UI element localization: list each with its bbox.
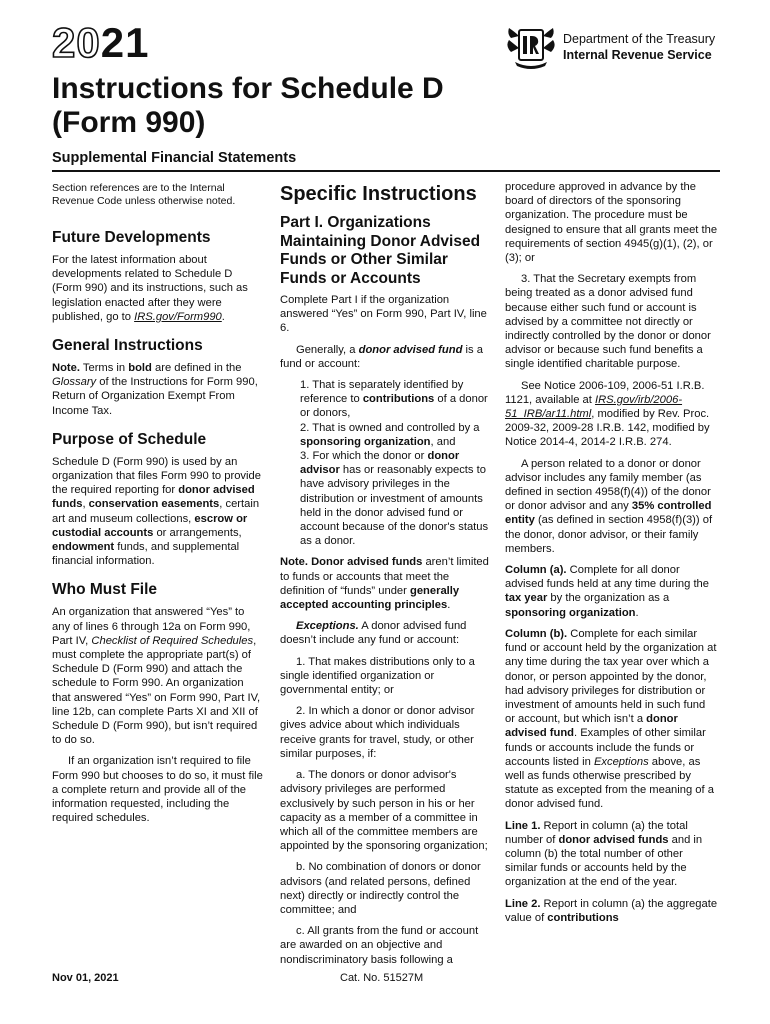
part1-intro: Complete Part I if the organization answered “Yes” on Form 990, Part IV, line 6. — [280, 294, 487, 335]
general-note: Note. Terms in bold are defined in the Glossary of the Instructions for Form 990, Return of Organization Exempt From Income Tax. — [52, 362, 258, 417]
exception-2a: a. The donors or donor advisor's advisory privileges are performed exclusively by such person in his or her capacity as a member of a committee in which all of the committee members are appointed by the sponsoring organization; — [280, 769, 488, 853]
irs-eagle-logo-icon — [505, 24, 557, 72]
future-developments-heading: Future Developments — [52, 229, 211, 246]
catalog-number: Cat. No. 51527M — [340, 972, 424, 984]
document-title — [52, 72, 552, 140]
document-subtitle: Supplemental Financial Statements — [52, 150, 297, 166]
agency-block — [505, 24, 735, 74]
title-line-2: (Form 990) — [52, 106, 206, 139]
list-item: 3. For which the donor or donor advisor has or reasonably expects to have advisory privileges in the distribution or investment of amounts held in the donor advised fund or account because of the donor's status as a donor. — [300, 450, 489, 548]
exception-2b: b. No combination of donors or donor advisors (and related persons, defined next) directly or indirectly control the committee; and — [280, 861, 481, 916]
list-item: 2. That is owned and controlled by a sponsoring organization, and — [300, 421, 480, 448]
exceptions-intro: Exceptions. A donor advised fund doesn’t include any fund or account: — [280, 620, 467, 647]
exception-1: 1. That makes distributions only to a single identified organization or governmental entity; or — [280, 655, 475, 697]
general-instructions-heading: General Instructions — [52, 337, 203, 355]
list-item: 1. That is separately identified by reference to contributions of a donor or donors, — [300, 379, 488, 420]
future-developments-text: For the latest information about developments related to Schedule D (Form 990) and its instructions, such as legislation enacted after they were published, go to IRS.gov/Form990. — [52, 254, 248, 323]
line-1-text: Line 1. Report in column (a) the total number of donor advised funds and in column (b) the total number of other similar funds or accounts held by the organization at the end of the year. — [505, 819, 703, 889]
generally-text: Generally, a donor advised fund is a fund or account: — [280, 343, 483, 370]
year-outline: 20 — [52, 19, 101, 66]
related-person-text: A person related to a donor or donor advisor includes any family member (as defined in section 4958(f)(4)) of the donor or donor advisor and any 35% controlled entity (as defined in section 4958(f)(3)) of the donor, donor advisor, or their family members. — [505, 457, 713, 555]
form990-link[interactable]: IRS.gov/Form990 — [134, 310, 222, 323]
exception-2c: c. All grants from the fund or account are awarded on an objective and nondiscriminatory basis following a — [280, 925, 479, 966]
section-references: Section references are to the Internal Revenue Code unless otherwise noted. — [52, 182, 236, 207]
exception-2: 2. In which a donor or donor advisor gives advice about which individuals receive grants for travel, study, or other similar purposes, if: — [280, 705, 475, 760]
year-solid: 21 — [100, 19, 150, 66]
department-name: Department of the Treasury — [563, 32, 716, 46]
column-b-text: Column (b). Complete for each similar fund or account held by the organization at any time during the tax year over which a donor, or person appointed by the donor, had advisory privileges for distribution or investment of amounts held in such fund or account, but which isn’t a donor advised fund. Examples of other similar funds or accounts include the funds or accounts listed in Exceptions above, as well as funds otherwise prescribed by statute as excepted from the meaning of a donor advised fund. — [505, 627, 717, 811]
irb-link[interactable]: IRS.gov/irb/2006-51_IRB/ar11.html — [505, 393, 683, 421]
who-must-file-heading: Who Must File — [52, 581, 158, 599]
header-divider — [52, 170, 720, 172]
column-left — [52, 182, 264, 833]
column-middle — [280, 182, 492, 974]
specific-instructions-heading: Specific Instructions — [280, 183, 477, 205]
purpose-heading: Purpose of Schedule — [52, 430, 207, 448]
notice-reference: See Notice 2006-109, 2006-51 I.R.B. 1121, available at IRS.gov/irb/2006-51_IRB/ar11.html, modified by Rev. Proc. 2009-32, 2009-28 I.R.B. 142, modified by Notice 2014-4, 2014-2 I.R.B. 274. — [505, 379, 710, 449]
agency-name: Internal Revenue Service — [563, 48, 712, 62]
exception-3: 3. That the Secretary exempts from being treated as a donor advised fund because either such fund or account is advised by a committee not directly or indirectly controlled by the donor or donor advisor or because such fund benefits a single identified charitable purpose. — [505, 273, 711, 371]
daf-criteria-list — [300, 378, 492, 548]
purpose-text: Schedule D (Form 990) is used by an organization that files Form 990 to provide the required reporting for donor advised funds, conservation easements, certain art and museum collections, escrow or custodial accounts or arrangements, endowment funds, and supplemental financial information. — [52, 455, 261, 568]
who-must-file-text: An organization that answered “Yes” to any of lines 6 through 12a on Form 990, Part IV, Checklist of Required Schedules, must complete the appropriate part(s) of Schedule D (Form 990) and attach the schedule to Form 990. An organization that answered “Yes” on Form 990, Part IV, line 12b, can complete Parts XI and XII of Schedule D (Form 990), but isn’t required to do so. — [52, 606, 261, 747]
who-must-file-text-2: If an organization isn’t required to file Form 990 but chooses to do so, it must file a complete return and provide all of the information requested, including the required schedules. — [52, 755, 263, 825]
footer-date: Nov 01, 2021 — [52, 972, 119, 984]
column-a-text: Column (a). Complete for all donor advised funds held at any time during the tax year by the organization as a sponsoring organization. — [505, 564, 709, 619]
title-line-1: Instructions for Schedule D — [52, 72, 444, 105]
procedure-continued: procedure approved in advance by the board of directors of the sponsoring organization. The procedure must be designed to ensure that all grants meet the requirements of section 4945(g)(1), (2), or (3); or — [505, 181, 718, 265]
form-year — [52, 19, 150, 66]
column-right — [505, 180, 718, 932]
line-2-text: Line 2. Report in column (a) the aggregate value of contributions — [505, 897, 718, 924]
note-donor-advised: Note. Donor advised funds aren’t limited to funds or accounts that meet the definition of “funds” under generally accepted accounting principles. — [280, 556, 489, 612]
part1-heading: Part I. Organizations Maintaining Donor Advised Funds or Other Similar Funds or Accounts — [280, 214, 481, 287]
